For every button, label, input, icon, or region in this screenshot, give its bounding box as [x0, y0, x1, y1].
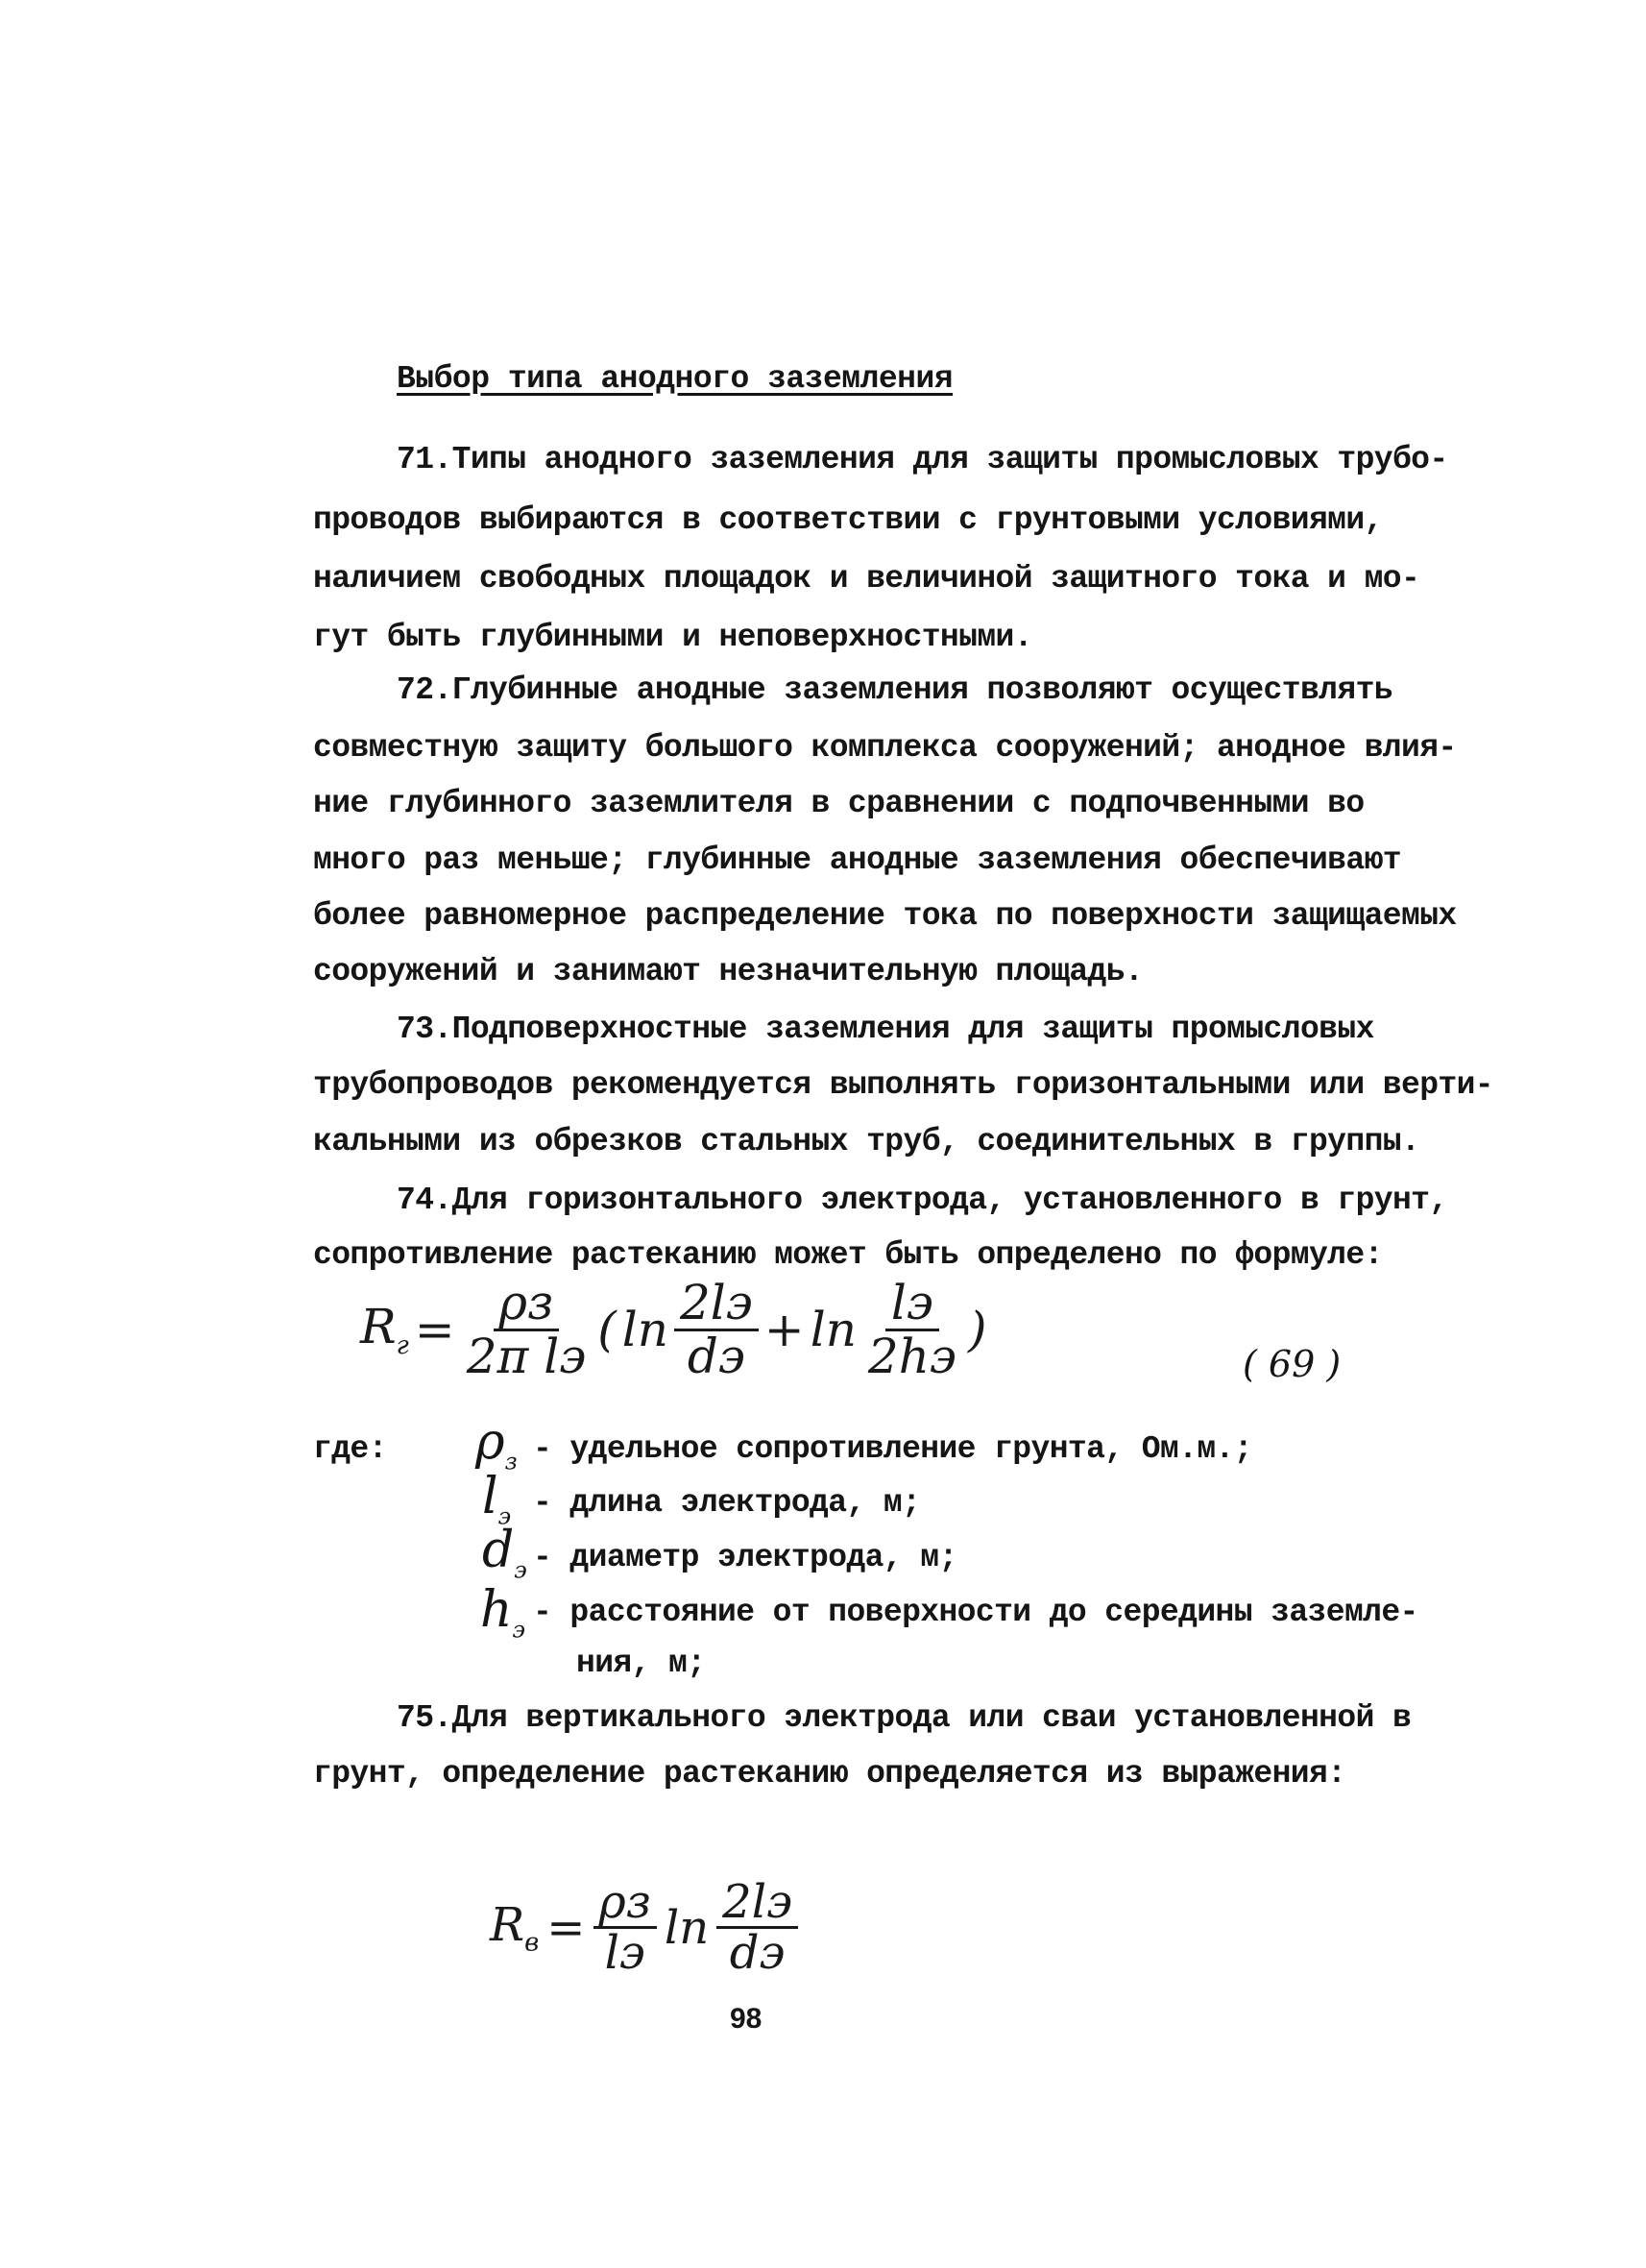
formula-69: $R_г$ = $\frac{\rho з}{\text{2π lэ}}$ ( ln $\frac{2lэ}{dэ}$ + ln $\frac{lэ}{2hэ}$ ) [360, 1275, 987, 1384]
formula-vertical-electrode: $R_в$ = $\frac{\rho з}{lэ}$ ln $\frac{2lэ}{dэ}$ [490, 1878, 798, 1978]
symbol-d: $d_э$ [482, 1522, 527, 1584]
paragraph-71-line-1: 71.Типы анодного заземления для защиты промысловых трубо- [397, 442, 1448, 477]
paragraph-71-line-4: гут быть глубинными и неповерхностными. [313, 620, 1032, 655]
paragraph-72-line-4: много раз меньше; глубинные анодные заземления обеспечивают [313, 842, 1401, 878]
paragraph-72-line-6: сооружений и занимают незначительную площадь. [313, 954, 1144, 989]
where-item-1: - удельное сопротивление грунта, Ом.м.; [533, 1431, 1252, 1467]
where-item-3: - диаметр электрода, м; [533, 1540, 957, 1575]
formula-lhs: $R_г$ [360, 1299, 409, 1360]
paragraph-72-line-2: совместную защиту большого комплекса сооружений; анодное влия- [313, 730, 1457, 766]
fraction-l-over-2h: $\frac{lэ}{2hэ}$ [867, 1275, 956, 1384]
paragraph-72-line-5: более равномерное распределение тока по поверхности защищаемых [313, 898, 1457, 934]
paragraph-74-line-2: сопротивление растеканию может быть определено по формуле: [313, 1237, 1383, 1273]
fraction-2l-over-d: $\frac{2lэ}{dэ}$ [716, 1878, 798, 1978]
paragraph-74-line-1: 74.Для горизонтального электрода, установленного в грунт, [397, 1183, 1448, 1218]
where-item-4-cont: ния, м; [576, 1646, 706, 1681]
ln-operator: ln [621, 1302, 668, 1357]
symbol-h: $h_э$ [480, 1581, 525, 1644]
paragraph-75-line-1: 75.Для вертикального электрода или сваи установленной в [397, 1700, 1412, 1736]
paragraph-73-line-1: 73.Подповерхностные заземления для защиты промысловых [397, 1012, 1374, 1047]
ln-operator: ln [810, 1302, 857, 1357]
where-label: где: [313, 1431, 387, 1467]
fraction-rho-over-2pi-l: $\frac{\rho з}{\text{2π lэ}}$ [466, 1275, 587, 1384]
fraction-2l-over-d: $\frac{2lэ}{dэ}$ [674, 1278, 759, 1381]
symbol-rho: $\rho_з$ [475, 1413, 518, 1475]
paragraph-73-line-2: трубопроводов рекомендуется выполнять горизонтальными или верти- [313, 1067, 1494, 1103]
paragraph-71-line-3: наличием свободных площадок и величиной защитного тока и мо- [313, 561, 1420, 597]
formula-lhs: $R_в$ [490, 1898, 540, 1958]
paragraph-72-line-3: ние глубинного заземлителя в сравнении с подпочвенными во [313, 786, 1365, 821]
page-number: 98 [730, 2003, 762, 2035]
fraction-rho-over-l: $\frac{\rho з}{lэ}$ [593, 1878, 657, 1978]
paragraph-75-line-2: грунт, определение растеканию определяется из выражения: [313, 1756, 1346, 1792]
symbol-l: $l_э$ [482, 1468, 512, 1530]
paragraph-73-line-3: кальными из обрезков стальных труб, соединительных в группы. [313, 1124, 1420, 1159]
where-item-4: - расстояние от поверхности до середины заземле- [533, 1595, 1418, 1630]
paragraph-72-line-1: 72.Глубинные анодные заземления позволяют осуществлять [397, 672, 1392, 708]
ln-operator: ln [664, 1900, 710, 1955]
section-heading: Выбор типа анодного заземления [397, 361, 954, 397]
paragraph-71-line-2: проводов выбираются в соответствии с грунтовыми условиями, [313, 502, 1383, 538]
where-item-2: - длина электрода, м; [533, 1485, 921, 1521]
equation-number: ( 69 ) [1243, 1343, 1342, 1385]
